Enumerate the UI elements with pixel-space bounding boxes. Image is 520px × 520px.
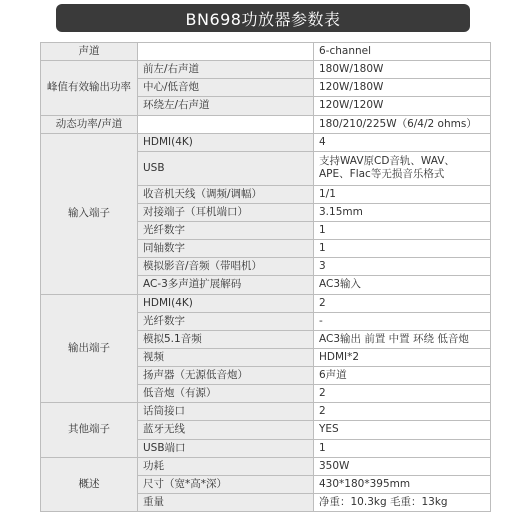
- value-cell: AC3输出 前置 中置 环绕 低音炮: [314, 330, 491, 348]
- value-cell: 1/1: [314, 185, 491, 203]
- spec-table: [40, 42, 491, 512]
- table-row: [41, 133, 491, 151]
- value-cell: 120W/120W: [314, 97, 491, 115]
- table-row: [41, 43, 491, 61]
- value-cell: 6-channel: [314, 43, 491, 61]
- subcategory-cell: 模拟5.1音频: [138, 330, 314, 348]
- value-cell: 1: [314, 439, 491, 457]
- value-cell: 1: [314, 240, 491, 258]
- subcategory-cell: 对接端子（耳机端口）: [138, 203, 314, 221]
- category-cell: 动态功率/声道: [41, 115, 138, 133]
- value-cell: 350W: [314, 457, 491, 475]
- subcategory-cell: USB: [138, 151, 314, 185]
- value-cell: 180/210/225W（6/4/2 ohms）: [314, 115, 491, 133]
- subcategory-cell: HDMI(4K): [138, 133, 314, 151]
- subcategory-cell: AC-3多声道扩展解码: [138, 276, 314, 294]
- category-cell: 其他端子: [41, 403, 138, 457]
- subcategory-cell: [138, 115, 314, 133]
- value-cell: 2: [314, 385, 491, 403]
- value-cell: 1: [314, 222, 491, 240]
- subcategory-cell: [138, 43, 314, 61]
- subcategory-cell: 环绕左/右声道: [138, 97, 314, 115]
- value-cell: 180W/180W: [314, 61, 491, 79]
- value-cell: -: [314, 312, 491, 330]
- value-cell: 3: [314, 258, 491, 276]
- value-cell: HDMI*2: [314, 348, 491, 366]
- value-cell: 支持WAV原CD音轨、WAV、APE、Flac等无损音乐格式: [314, 151, 491, 185]
- category-cell: 声道: [41, 43, 138, 61]
- subcategory-cell: 蓝牙无线: [138, 421, 314, 439]
- subcategory-cell: 话筒接口: [138, 403, 314, 421]
- subcategory-cell: 中心/低音炮: [138, 79, 314, 97]
- subcategory-cell: 光纤数字: [138, 312, 314, 330]
- value-cell: AC3输入: [314, 276, 491, 294]
- subcategory-cell: 功耗: [138, 457, 314, 475]
- subcategory-cell: 视频: [138, 348, 314, 366]
- subcategory-cell: 低音炮（有源）: [138, 385, 314, 403]
- subcategory-cell: 收音机天线（调频/调幅）: [138, 185, 314, 203]
- table-row: [41, 294, 491, 312]
- subcategory-cell: 同轴数字: [138, 240, 314, 258]
- table-row: [41, 403, 491, 421]
- value-cell: 6声道: [314, 367, 491, 385]
- page-title: BN698功放器参数表: [56, 4, 470, 32]
- table-row: [41, 115, 491, 133]
- value-cell: 4: [314, 133, 491, 151]
- subcategory-cell: HDMI(4K): [138, 294, 314, 312]
- value-cell: 2: [314, 403, 491, 421]
- value-cell: 430*180*395mm: [314, 475, 491, 493]
- value-cell: 120W/180W: [314, 79, 491, 97]
- subcategory-cell: USB端口: [138, 439, 314, 457]
- value-cell: 2: [314, 294, 491, 312]
- value-cell: 净重：10.3kg 毛重：13kg: [314, 493, 491, 511]
- category-cell: 峰值有效输出功率: [41, 61, 138, 115]
- value-cell: 3.15mm: [314, 203, 491, 221]
- subcategory-cell: 尺寸（宽*高*深）: [138, 475, 314, 493]
- category-cell: 输出端子: [41, 294, 138, 403]
- table-row: [41, 61, 491, 79]
- value-cell: YES: [314, 421, 491, 439]
- subcategory-cell: 光纤数字: [138, 222, 314, 240]
- subcategory-cell: 前左/右声道: [138, 61, 314, 79]
- category-cell: 概述: [41, 457, 138, 511]
- subcategory-cell: 模拟影音/音频（带唱机）: [138, 258, 314, 276]
- table-row: [41, 457, 491, 475]
- subcategory-cell: 扬声器（无源低音炮）: [138, 367, 314, 385]
- category-cell: 输入端子: [41, 133, 138, 294]
- subcategory-cell: 重量: [138, 493, 314, 511]
